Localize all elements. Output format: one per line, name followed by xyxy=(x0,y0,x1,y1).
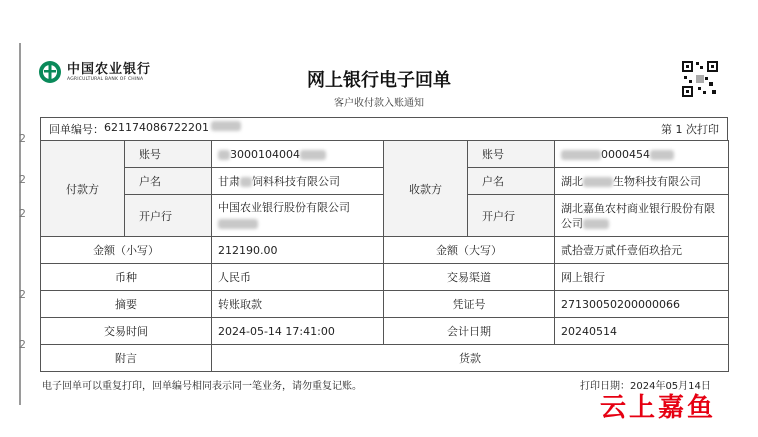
footer-note: 电子回单可以重复打印，回单编号相同表示同一笔业务，请勿重复记账。 xyxy=(42,381,362,392)
page-title: 网上银行电子回单 xyxy=(307,70,451,91)
payee-account-cell xyxy=(555,141,729,168)
bank-name-en: AGRICULTURAL BANK OF CHINA xyxy=(67,76,144,82)
amount-big-label: 金额（大写） xyxy=(384,237,555,264)
payee-bank-line-2: 公司 xyxy=(561,216,583,230)
currency-value: 人民币 xyxy=(212,264,384,291)
voucher-value: 27130050200000066 xyxy=(555,291,729,318)
payee-label: 收款方 xyxy=(384,141,468,237)
bank-name-cn: 中国农业银行 xyxy=(67,61,152,77)
payee-name-cell xyxy=(555,168,729,195)
redaction-blur xyxy=(583,219,609,229)
payee-account-label: 账号 xyxy=(468,141,555,168)
payer-name-part-b: 饲料科技有限公司 xyxy=(252,175,340,188)
margin-mark: 2 xyxy=(19,207,26,220)
redaction-blur xyxy=(561,150,601,160)
redaction-blur xyxy=(211,121,241,131)
payer-name-label: 户名 xyxy=(125,168,212,195)
currency-label: 币种 xyxy=(41,264,212,291)
payee-bank-label: 开户行 xyxy=(468,195,555,237)
page-subtitle: 客户收付款入账通知 xyxy=(334,98,424,109)
payer-account-value: 3000104004 xyxy=(230,147,300,161)
margin-mark: 2 xyxy=(19,173,26,186)
print-count: 第 1 次打印 xyxy=(661,123,719,136)
channel-value: 网上银行 xyxy=(555,264,729,291)
margin-mark: 2 xyxy=(19,132,26,145)
payer-account-label: 账号 xyxy=(125,141,212,168)
payee-name-label: 户名 xyxy=(468,168,555,195)
postscript-label: 附言 xyxy=(41,345,212,372)
postscript-value: 货款 xyxy=(212,345,729,372)
payer-name-cell xyxy=(212,168,384,195)
redaction-blur xyxy=(218,219,258,229)
receipt-number: 621174086722201 xyxy=(104,121,209,134)
time-label: 交易时间 xyxy=(41,318,212,345)
payer-bank-cell xyxy=(212,195,384,237)
amount-small-label: 金额（小写） xyxy=(41,237,212,264)
payee-bank-cell xyxy=(555,195,729,237)
voucher-label: 凭证号 xyxy=(384,291,555,318)
redaction-blur xyxy=(583,177,613,187)
accounting-date-label: 会计日期 xyxy=(384,318,555,345)
payee-name-part-b: 生物科技有限公司 xyxy=(613,175,701,188)
redaction-blur xyxy=(240,177,252,187)
amount-big-value: 贰拾壹万贰仟壹佰玖拾元 xyxy=(555,237,729,264)
redaction-blur xyxy=(650,150,674,160)
receipt-header-row xyxy=(40,117,728,141)
payer-bank-label: 开户行 xyxy=(125,195,212,237)
payee-bank-line-1: 湖北嘉鱼农村商业银行股份有限 xyxy=(561,201,715,215)
summary-value: 转账取款 xyxy=(212,291,384,318)
payer-label: 付款方 xyxy=(41,141,125,237)
redaction-blur xyxy=(218,150,230,160)
margin-mark: 2 xyxy=(19,338,26,351)
payer-name-part-a: 甘肃 xyxy=(218,175,240,188)
receipt-number-label: 回单编号： xyxy=(49,123,104,136)
payee-account-value: 0000454 xyxy=(601,147,650,161)
accounting-date-value: 20240514 xyxy=(555,318,729,345)
time-value: 2024-05-14 17:41:00 xyxy=(212,318,384,345)
payee-name-part-a: 湖北 xyxy=(561,175,583,188)
summary-label: 摘要 xyxy=(41,291,212,318)
payer-account-cell xyxy=(212,141,384,168)
print-date: 打印日期：2024年05月14日 xyxy=(580,381,711,392)
qr-code-icon xyxy=(681,60,719,98)
payer-bank-value: 中国农业银行股份有限公司 xyxy=(218,200,350,214)
receipt-table xyxy=(40,140,729,372)
redaction-blur xyxy=(300,150,326,160)
margin-mark: 2 xyxy=(19,288,26,301)
channel-label: 交易渠道 xyxy=(384,264,555,291)
amount-small-value: 212190.00 xyxy=(212,237,384,264)
watermark-text: 云上嘉鱼 xyxy=(600,393,717,423)
